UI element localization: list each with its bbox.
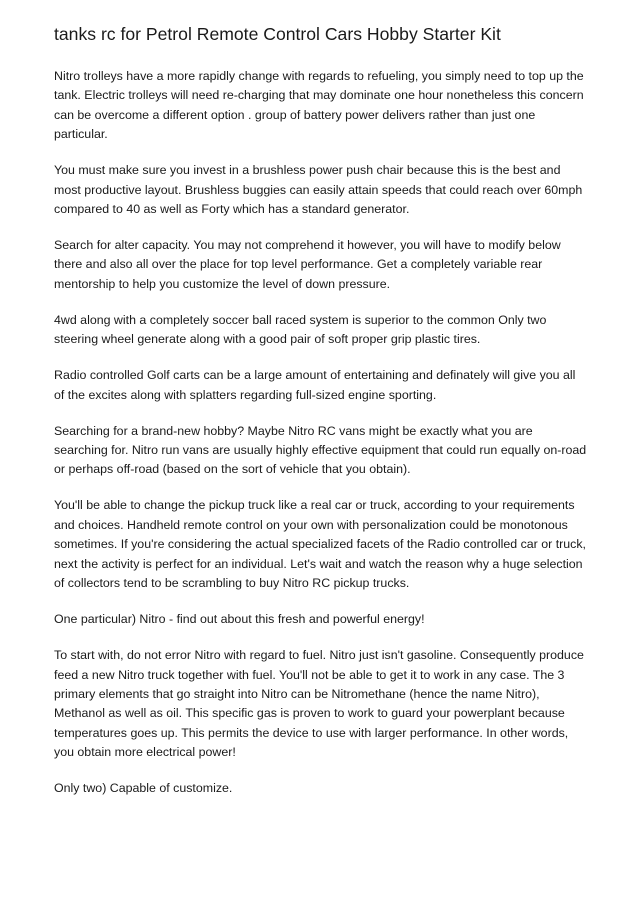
paragraph: One particular) Nitro - find out about this fresh and powerful energy! bbox=[54, 612, 425, 627]
document-title: tanks rc for Petrol Remote Control Cars Hobby Starter Kit bbox=[54, 24, 501, 44]
paragraph: You must make sure you invest in a brushless power push chair because this is the best and most productive layout. Brushless buggies can easily attain speeds that could reach over 60mph compared to 40 as well as Forty which has a standard generator. bbox=[54, 163, 583, 217]
paragraph: To start with, do not error Nitro with regard to fuel. Nitro just isn't gasoline. Consequently produce feed a new Nitro truck together with fuel. You'll not be able to get it to work in any case. The 3 primary elements that go straight into Nitro can be Nitromethane (hence the name Nitro), Methanol as well as oil. This specific gas is proven to work to guard your powerplant because temperatures goes up. This permits the device to use with larger performance. In other words, you obtain more electrical power! bbox=[54, 648, 584, 760]
paragraph: Nitro trolleys have a more rapidly change with regards to refueling, you simply need to top up the tank. Electric trolleys will need re-charging that may dominate one hour nonetheless this concern can be overcome a different option . group of battery power delivers rather than just one particular. bbox=[54, 69, 584, 142]
paragraph: Search for alter capacity. You may not comprehend it however, you will have to modify below there and also all over the place for top level performance. Get a completely variable rear mentorship to help you customize the level of down pressure. bbox=[54, 238, 561, 291]
paragraph: Radio controlled Golf carts can be a large amount of entertaining and definately will give you all of the excites along with splatters regarding full-sized engine sporting. bbox=[54, 368, 576, 402]
document-body bbox=[54, 22, 588, 815]
paragraph: Only two) Capable of customize. bbox=[54, 781, 233, 796]
paragraph: You'll be able to change the pickup truck like a real car or truck, according to your requirements and choices. Handheld remote control on your own with personalization could be monotonous sometimes. If you're considering the actual specialized facets of the Radio controlled car or truck, next the activity is perfect for an individual. Let's wait and watch the reason why a huge selection of collectors tend to be scrambling to buy Nitro RC pickup trucks. bbox=[54, 498, 586, 591]
paragraph: 4wd along with a completely soccer ball raced system is superior to the common Only two steering wheel generate along with a good pair of soft proper grip plastic tires. bbox=[54, 312, 547, 347]
paragraph: Searching for a brand-new hobby? Maybe Nitro RC vans might be exactly what you are searching for. Nitro run vans are usually highly effective equipment that could run equally on-road or perhaps off-road (based on the sort of vehicle that you obtain). bbox=[54, 423, 587, 477]
